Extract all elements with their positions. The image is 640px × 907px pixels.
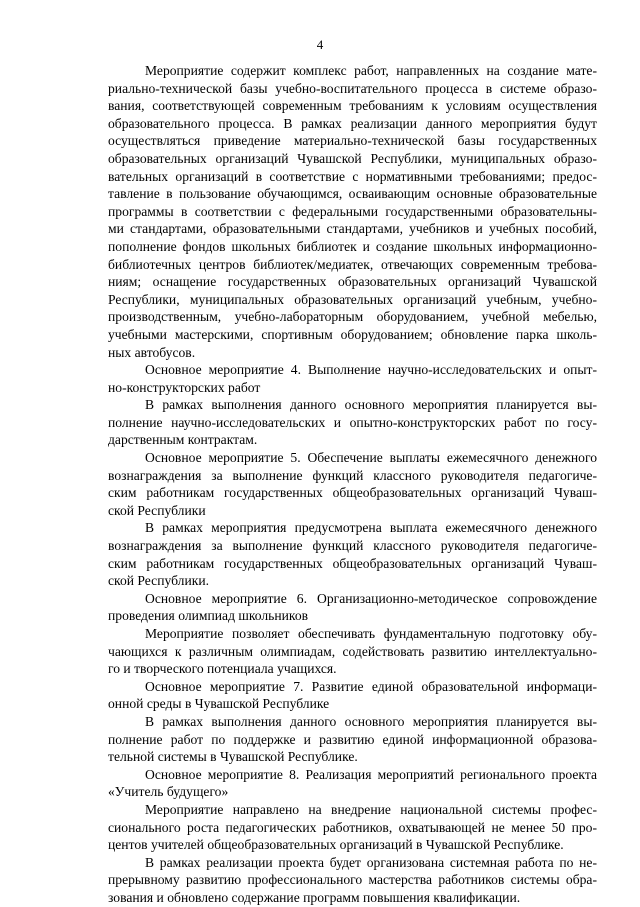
text-line: производственным, учебно-лабораторным оборудованием, учебной мебелью, (108, 309, 597, 325)
text-line: полнение работ по поддержке и развитию единой информационной образова- (108, 731, 597, 747)
text-line: библиотечных центров библиотек/медиатек, отвечающих современным требова- (108, 256, 597, 272)
paragraph (108, 625, 597, 678)
text-line: риально-технической базы учебно-воспитательного процесса в системе образо- (108, 80, 597, 96)
paragraph (108, 713, 597, 766)
text-line: Основное мероприятие 6. Организационно-методическое сопровождение (145, 590, 597, 606)
text-line: ским работникам государственных общеобразовательных организаций Чуваш- (108, 555, 597, 571)
text-line: Основное мероприятие 5. Обеспечение выплаты ежемесячного денежного (145, 450, 597, 466)
paragraph (108, 854, 597, 907)
text-line: вознаграждения за выполнение функций классного руководителя педагогиче- (108, 538, 597, 554)
text-line: дарственным контрактам. (108, 432, 258, 448)
paragraph (108, 766, 597, 801)
text-line: Республики, муниципальных образовательных организаций учебным, учебно- (108, 291, 597, 307)
paragraph (108, 449, 597, 519)
text-line: тавление в пользование обучающимся, осваивающим основные образовательные (108, 186, 597, 202)
text-line: ской Республики. (108, 573, 210, 589)
text-line: центов учителей общеобразовательных организаций в Чувашской Республике. (108, 837, 564, 853)
text-line: чающихся к различным олимпиадам, содействовать развитию интеллектуально- (108, 643, 597, 659)
paragraph (108, 590, 597, 625)
text-line: учебными мастерскими, спортивным оборудованием; обновление парка школь- (108, 326, 597, 342)
text-line: Мероприятие позволяет обеспечивать фундаментальную подготовку обу- (145, 626, 597, 641)
text-line: Мероприятие содержит комплекс работ, направленных на создание мате- (145, 63, 597, 78)
text-line: сионального роста педагогических работников, охватывающей не менее 50 про- (108, 819, 597, 835)
paragraph (108, 519, 597, 589)
text-line: вания, соответствующей современным требованиям к условиям осуществления (108, 98, 597, 114)
paragraph (108, 62, 597, 361)
text-line: «Учитель будущего» (108, 784, 229, 800)
paragraph (108, 361, 597, 396)
paragraph (108, 678, 597, 713)
text-line: ской Республики (108, 502, 206, 518)
text-line: пополнение фондов школьных библиотек и создание школьных информационно- (108, 238, 597, 254)
text-line: вознаграждения за выполнение функций классного руководителя педагогиче- (108, 467, 597, 483)
text-line: Мероприятие направлено на внедрение национальной системы профес- (145, 801, 597, 817)
text-line: прерывному развитию профессионального мастерства работников системы обра- (108, 872, 597, 888)
text-line: Основное мероприятие 8. Реализация мероприятий регионального проекта (145, 766, 597, 782)
document-body (108, 62, 597, 907)
text-line: Основное мероприятие 7. Развитие единой образовательной информаци- (145, 678, 597, 694)
page-number: 4 (316, 37, 324, 52)
text-line: го и творческого потенциала учащихся. (108, 661, 337, 677)
text-line: вательных организаций в соответствие с нормативными требованиями; предос- (108, 168, 597, 184)
text-line: полнение научно-исследовательских и опытно-конструкторских работ по госу- (108, 414, 597, 430)
text-line: ных автобусов. (108, 344, 196, 360)
text-line: ниям; оснащение государственных образовательных организаций Чувашской (108, 274, 597, 290)
text-line: В рамках выполнения данного основного мероприятия планируется вы- (145, 397, 597, 413)
text-line: ским работникам государственных общеобразовательных организаций Чуваш- (108, 485, 597, 501)
text-line: образовательных организаций Чувашской Республики, муниципальных образо- (108, 150, 597, 166)
text-line: проведения олимпиад школьников (108, 608, 309, 624)
text-line: Основное мероприятие 4. Выполнение научно-исследовательских и опыт- (145, 362, 597, 378)
text-line: программы в соответствии с федеральными государственными образовательны- (108, 203, 597, 219)
text-line: зования и обновлено содержание программ повышения квалификации. (108, 889, 521, 905)
text-line: В рамках реализации проекта будет организована системная работа по не- (145, 854, 597, 870)
text-line: ми стандартами, образовательными стандартами, учебников и учебных пособий, (108, 221, 597, 237)
text-line: онной среды в Чувашской Республике (108, 696, 330, 712)
paragraph (108, 396, 597, 449)
text-line: В рамках мероприятия предусмотрена выплата ежемесячного денежного (145, 520, 597, 536)
text-line: В рамках выполнения данного основного мероприятия планируется вы- (145, 713, 597, 729)
text-line: образовательного процесса. В рамках реализации данного мероприятия будут (108, 115, 597, 131)
paragraph (108, 801, 597, 854)
text-line: тельной системы в Чувашской Республике. (108, 749, 358, 765)
text-line: осуществляться приведение материально-технической базы государственных (108, 133, 597, 149)
text-line: но-конструкторских работ (108, 379, 261, 395)
